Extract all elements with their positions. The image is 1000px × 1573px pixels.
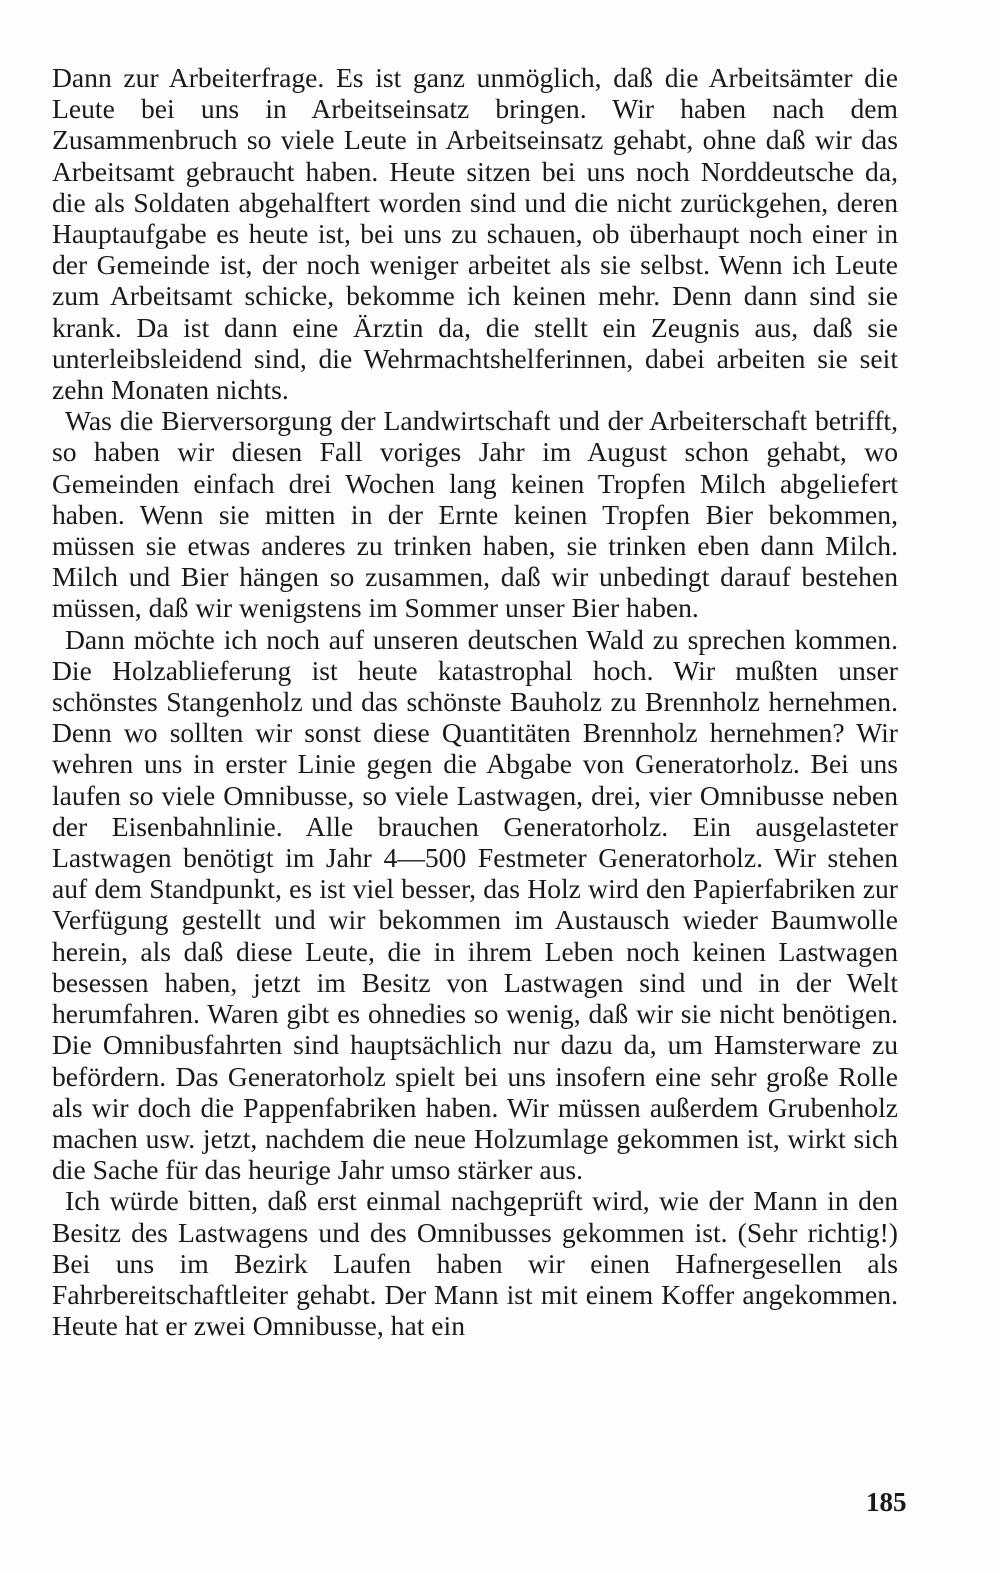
paragraph-wald: Dann möchte ich noch auf unseren deutschen Wald zu sprechen kommen. Die Holzablieferung ist heute katastrophal hoch. Wir mußten unser schönstes Stangenholz und das schönste Bauholz zu Brennholz hernehmen. Denn wo sollten wir sonst diese Quantitäten Brennholz hernehmen? Wir wehren uns in erster Linie gegen die Abgabe von Generatorholz. Bei uns laufen so viele Omnibusse, so viele Lastwagen, drei, vier Omnibusse neben der Eisenbahnlinie. Alle brauchen Generatorholz. Ein ausgelasteter Lastwagen benötigt im Jahr 4—500 Festmeter Generatorholz. Wir stehen auf dem Standpunkt, es ist viel besser, das Holz wird den Papierfabriken zur Verfügung gestellt und wir bekommen im Austausch wieder Baumwolle herein, als daß diese Leute, die in ihrem Leben noch keinen Lastwagen besessen haben, jetzt im Besitz von Lastwagen sind und in der Welt herumfahren. Waren gibt es ohnedies so wenig, daß wir sie nicht benötigen. Die Omnibusfahrten sind hauptsächlich nur dazu da, um Hamsterware zu befördern. Das Generatorholz spielt bei uns insofern eine sehr große Rolle als wir doch die Pappenfabriken haben. Wir müssen außerdem Grubenholz machen usw. jetzt, nachdem die neue Holzumlage gekommen ist, wirkt sich die Sache für das heurige Jahr umso stärker aus. [52,623,898,1186]
paragraph-lastwagen: Ich würde bitten, daß erst einmal nachgeprüft wird, wie der Mann in den Besitz des Lastwagens und des Omnibusses gekommen ist. (Sehr richtig!) Bei uns im Bezirk Laufen haben wir einen Hafnergesellen als Fahrbereitschaftleiter gehabt. Der Mann ist mit einem Koffer angekommen. Heute hat er zwei Omnibusse, hat ein [52,1185,898,1342]
page-number: 185 [866,1487,907,1517]
paragraph-arbeiterfrage: Dann zur Arbeiterfrage. Es ist ganz unmöglich, daß die Arbeitsämter die Leute bei uns in Arbeitseinsatz bringen. Wir haben nach dem Zusammenbruch so viele Leute in Arbeitseinsatz gehabt, ohne daß wir das Arbeitsamt gebraucht haben. Heute sitzen bei uns noch Norddeutsche da, die als Soldaten abgehalftert worden sind und die nicht zurückgehen, deren Hauptaufgabe es heute ist, bei uns zu schauen, ob überhaupt noch einer in der Gemeinde ist, der noch weniger arbeitet als sie selbst. Wenn ich Leute zum Arbeitsamt schicke, bekomme ich keinen mehr. Denn dann sind sie krank. Da ist dann eine Ärztin da, die stellt ein Zeugnis aus, daß sie unterleibsleidend sind, die Wehrmachtshelferinnen, dabei arbeiten sie seit zehn Monaten nichts. [52,62,898,406]
body-text [52,62,898,1341]
paragraph-bierversorgung: Was die Bierversorgung der Landwirtschaft und der Arbeiterschaft betrifft, so haben wir diesen Fall voriges Jahr im August schon gehabt, wo Gemeinden einfach drei Wochen lang keinen Tropfen Milch abgeliefert haben. Wenn sie mitten in der Ernte keinen Tropfen Bier bekommen, müssen sie etwas anderes zu trinken haben, sie trinken eben dann Milch. Milch und Bier hängen so zusammen, daß wir unbedingt darauf bestehen müssen, daß wir wenigstens im Sommer unser Bier haben. [52,405,898,624]
